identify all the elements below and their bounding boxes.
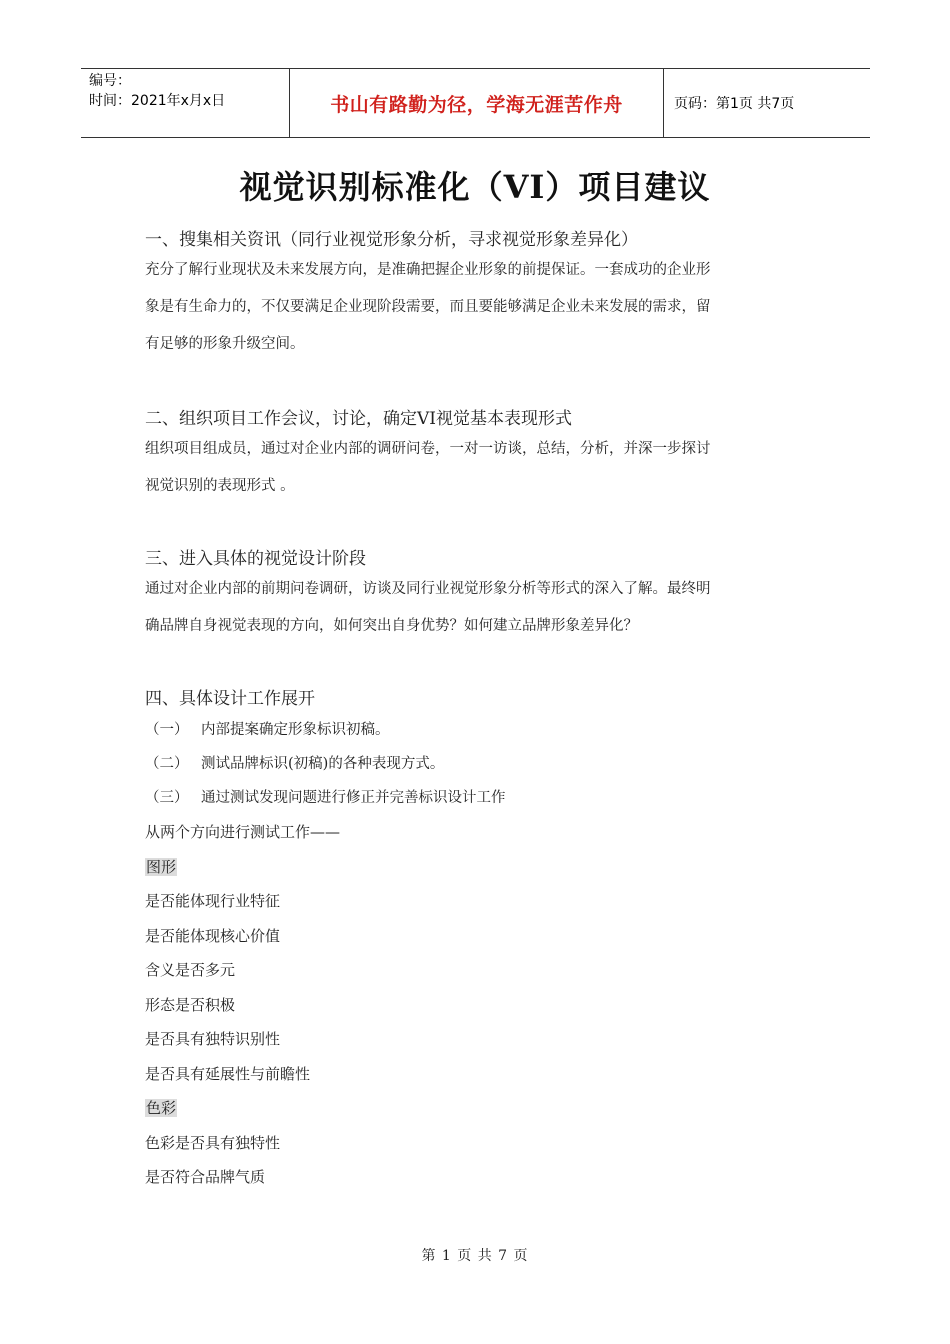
- document-body: [145, 228, 805, 1195]
- graphic-label: 图形: [146, 857, 177, 876]
- list-item: [145, 747, 805, 781]
- criteria-item: 是否能体现核心价值: [145, 926, 281, 945]
- criteria-item: 是否能体现行业特征: [145, 892, 281, 910]
- paragraph-line: 确品牌自身视觉表现的方向，如何突出自身优势？如何建立品牌形象差异化？: [145, 618, 638, 634]
- header-page-info: 页码：第1页 共7页: [674, 96, 795, 112]
- section-paragraph-1: [145, 252, 805, 363]
- header-meta: [81, 69, 290, 137]
- list-item-number: （三）: [145, 790, 189, 806]
- criteria-item: 是否具有延展性与前瞻性: [145, 1064, 311, 1083]
- number-label: 编号：: [89, 73, 131, 89]
- color-label: 色彩: [146, 1099, 177, 1117]
- criteria-item: 色彩是否具有独特性: [145, 1133, 281, 1152]
- paragraph-line: 象是有生命力的，不仅要满足企业现阶段需要，而且要能够满足企业未来发展的需求，留: [145, 299, 711, 315]
- section-heading-4: 四、具体设计工作展开: [145, 689, 315, 709]
- paragraph-line: 组织项目组成员，通过对企业内部的调研问卷，一对一访谈，总结，分析，并深一步探讨: [145, 441, 711, 457]
- criteria-item: 是否符合品牌气质: [145, 1168, 266, 1186]
- criteria-item: 形态是否积极: [145, 995, 236, 1014]
- document-title: 视觉识别标准化（VI）项目建议: [239, 168, 711, 206]
- list-item-text: 通过测试发现问题进行修正并完善标识设计工作: [201, 790, 506, 806]
- section-heading-3: 三、进入具体的视觉设计阶段: [145, 549, 366, 569]
- list-item-text: 内部提案确定形象标识初稿。: [201, 722, 390, 738]
- paragraph-line: 有足够的形象升级空间。: [145, 336, 305, 352]
- list-item-number: （二）: [145, 756, 189, 772]
- paragraph-line: 充分了解行业现状及未来发展方向，是准确把握企业形象的前提保证。一套成功的企业形: [145, 262, 711, 278]
- paragraph-line: 通过对企业内部的前期问卷调研，访谈及同行业视觉形象分析等形式的深入了解。最终明: [145, 581, 711, 597]
- time-label: 时间：2021年x月x日: [89, 93, 226, 109]
- criteria-item: 含义是否多元: [145, 961, 236, 979]
- list-item: [145, 781, 805, 815]
- criteria-item: 是否具有独特识别性: [145, 1030, 281, 1048]
- section-paragraph-2: [145, 431, 805, 505]
- page-footer: 第 1 页 共 7 页: [421, 1248, 529, 1264]
- test-intro: 从两个方向进行测试工作——: [145, 823, 341, 841]
- numbered-list: [145, 713, 805, 815]
- list-item: [145, 713, 805, 747]
- header-motto: 书山有路勤为径，学海无涯苦作舟: [290, 69, 664, 137]
- paragraph-line: 视觉识别的表现形式 。: [145, 478, 295, 494]
- header-table: [81, 68, 870, 138]
- list-item-number: （一）: [145, 722, 189, 738]
- section-heading-1: 一、搜集相关资讯（同行业视觉形象分析，寻求视觉形象差异化）: [145, 230, 638, 250]
- section-paragraph-3: [145, 571, 805, 645]
- list-item-text: 测试品牌标识(初稿)的各种表现方式。: [201, 756, 445, 772]
- section-heading-2: 二、组织项目工作会议，讨论，确定VI视觉基本表现形式: [145, 409, 572, 429]
